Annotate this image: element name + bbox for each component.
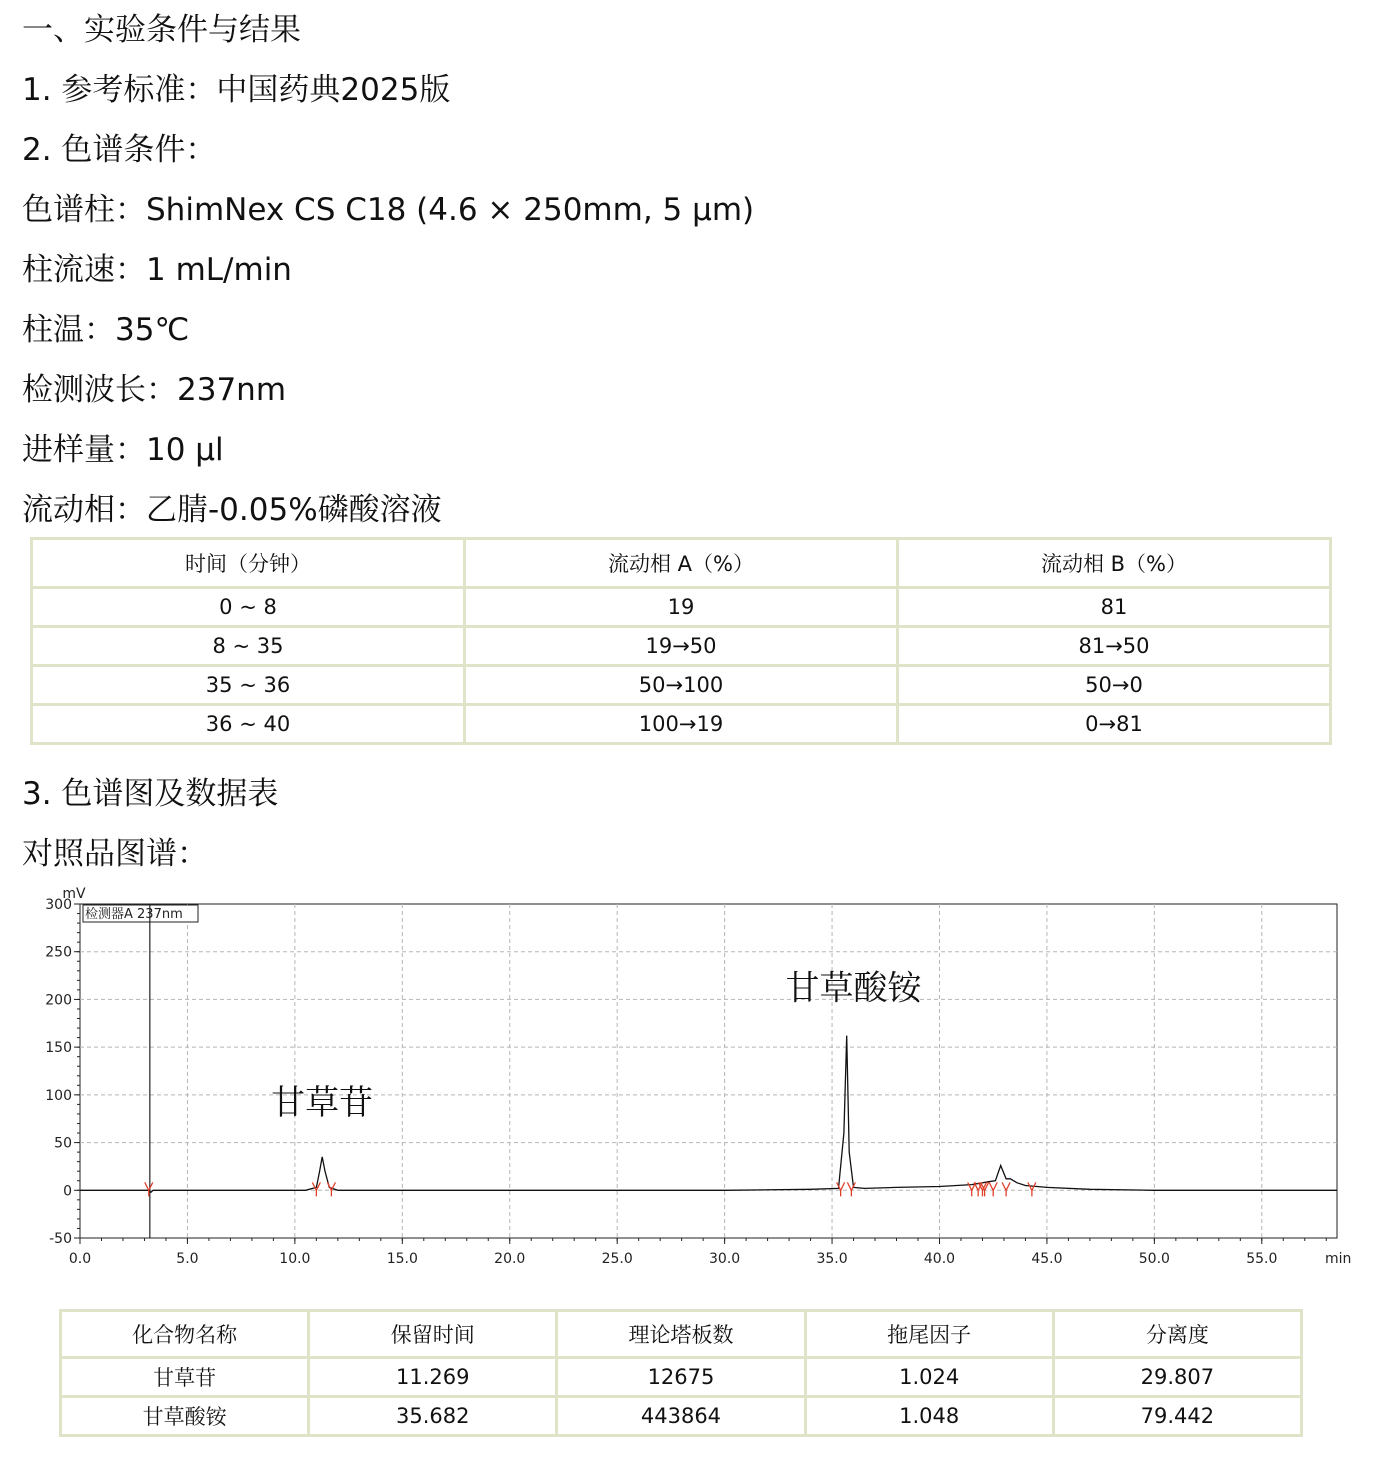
header-cell-compound: 化合物名称	[61, 1311, 309, 1358]
table-row	[61, 1397, 1302, 1436]
x-tick-label: 20.0	[494, 1251, 526, 1267]
detection-wavelength: 检测波长：237nm	[22, 372, 287, 408]
table-cell: 0→81	[898, 705, 1331, 744]
header-cell-resolution: 分离度	[1053, 1311, 1301, 1358]
integration-marker	[837, 1182, 845, 1196]
table-cell: 11.269	[309, 1358, 557, 1397]
x-tick-label: 35.0	[816, 1251, 848, 1267]
header-cell-phase-b: 流动相 B（%）	[898, 539, 1331, 588]
section3-title: 3. 色谱图及数据表	[22, 776, 279, 812]
table-cell: 81	[898, 588, 1331, 627]
table-cell: 50→100	[465, 666, 898, 705]
y-tick-label: 50	[54, 1135, 72, 1152]
x-axis-label: min	[1325, 1251, 1352, 1267]
table-cell: 8 ~ 35	[32, 627, 465, 666]
integration-marker	[1002, 1182, 1010, 1196]
table-cell: 19→50	[465, 627, 898, 666]
reference-chart-title: 对照品图谱：	[22, 836, 208, 872]
chromatogram-trace	[80, 1036, 1337, 1193]
y-tick-label: 200	[45, 992, 72, 1009]
table-cell: 35 ~ 36	[32, 666, 465, 705]
table-cell: 1.024	[805, 1358, 1053, 1397]
section-heading: 一、实验条件与结果	[22, 12, 301, 48]
table-header-row	[61, 1311, 1302, 1358]
table-row	[32, 588, 1331, 627]
table-row	[32, 666, 1331, 705]
table-cell: 0 ~ 8	[32, 588, 465, 627]
mobile-phase: 流动相：乙腈-0.05%磷酸溶液	[22, 492, 442, 528]
y-tick-label: 250	[45, 944, 72, 961]
table-row	[32, 627, 1331, 666]
table-cell: 79.442	[1053, 1397, 1301, 1436]
header-cell-plates: 理论塔板数	[557, 1311, 805, 1358]
reference-standard: 1. 参考标准：中国药典2025版	[22, 72, 451, 108]
header-cell-retention-time: 保留时间	[309, 1311, 557, 1358]
x-tick-label: 55.0	[1246, 1251, 1278, 1267]
gradient-table	[30, 537, 1332, 745]
column-spec: 色谱柱：ShimNex CS C18 (4.6 × 250mm, 5 μm)	[22, 192, 755, 228]
table-cell: 81→50	[898, 627, 1331, 666]
plot-frame	[80, 904, 1337, 1238]
header-cell-phase-a: 流动相 A（%）	[465, 539, 898, 588]
table-cell: 12675	[557, 1358, 805, 1397]
table-cell: 36 ~ 40	[32, 705, 465, 744]
result-table	[59, 1309, 1303, 1437]
x-tick-label: 25.0	[601, 1251, 633, 1267]
y-tick-label: 150	[45, 1040, 72, 1057]
table-cell: 29.807	[1053, 1358, 1301, 1397]
peak-annotation: 甘草苷	[271, 1082, 374, 1123]
header-cell-tailing: 拖尾因子	[805, 1311, 1053, 1358]
integration-marker	[847, 1182, 855, 1196]
conditions-title: 2. 色谱条件：	[22, 132, 217, 168]
table-cell: 甘草苷	[61, 1358, 309, 1397]
injection-volume: 进样量：10 μl	[22, 432, 224, 468]
table-row	[61, 1358, 1302, 1397]
table-cell: 100→19	[465, 705, 898, 744]
table-cell: 443864	[557, 1397, 805, 1436]
x-tick-label: 15.0	[386, 1251, 418, 1267]
table-cell: 50→0	[898, 666, 1331, 705]
table-cell: 35.682	[309, 1397, 557, 1436]
table-cell: 19	[465, 588, 898, 627]
table-header-row	[32, 539, 1331, 588]
y-tick-label: -50	[49, 1231, 72, 1247]
x-tick-label: 5.0	[176, 1251, 199, 1267]
chromatogram-chart	[0, 880, 1384, 1280]
header-cell-time: 时间（分钟）	[32, 539, 465, 588]
peak-annotation: 甘草酸铵	[785, 968, 922, 1009]
x-tick-label: 40.0	[923, 1251, 956, 1267]
x-tick-label: 45.0	[1031, 1251, 1063, 1267]
y-axis-label: mV	[62, 886, 86, 902]
legend-label: 检测器A 237nm	[85, 907, 183, 922]
integration-marker	[1028, 1182, 1036, 1196]
table-row	[32, 705, 1331, 744]
flow-rate: 柱流速：1 mL/min	[22, 252, 292, 288]
y-tick-label: 0	[63, 1183, 72, 1200]
table-cell: 甘草酸铵	[61, 1397, 309, 1436]
table-cell: 1.048	[805, 1397, 1053, 1436]
x-tick-label: 30.0	[709, 1251, 741, 1267]
y-tick-label: 300	[45, 897, 72, 913]
x-tick-label: 50.0	[1138, 1251, 1170, 1267]
y-tick-label: 100	[45, 1087, 72, 1104]
column-temperature: 柱温：35℃	[22, 312, 190, 348]
x-tick-label: 0.0	[68, 1251, 92, 1267]
integration-marker	[989, 1182, 997, 1196]
integration-marker	[145, 1182, 153, 1196]
x-tick-label: 10.0	[279, 1251, 311, 1267]
